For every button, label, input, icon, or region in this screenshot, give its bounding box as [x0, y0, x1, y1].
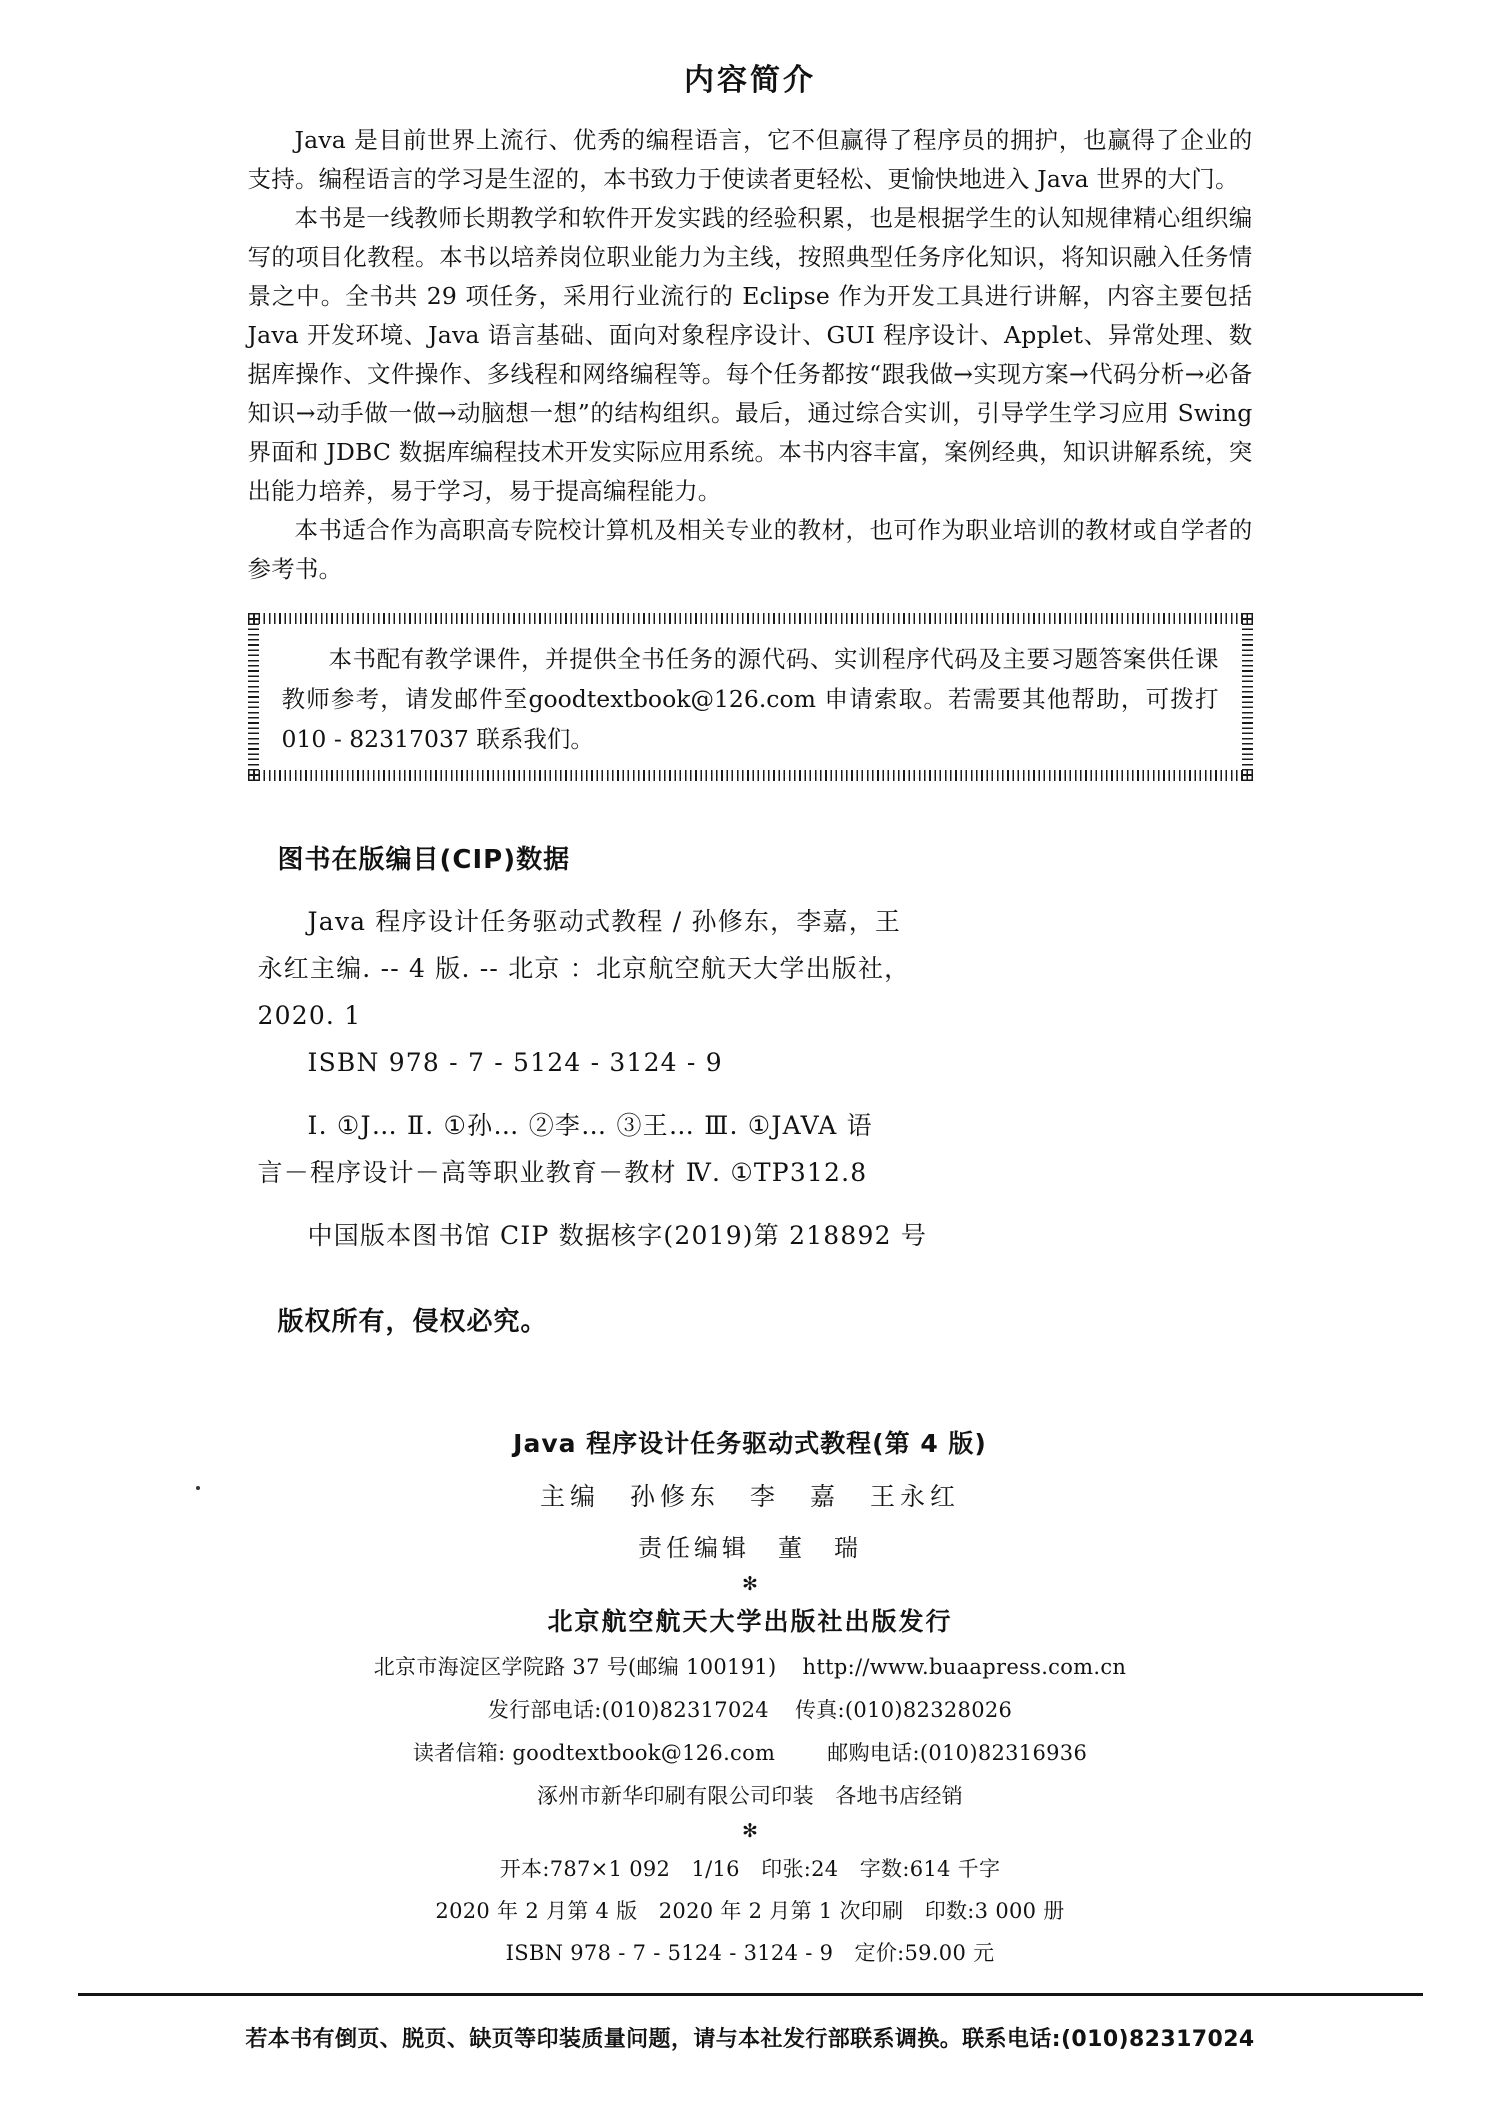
colophon-section: [120, 1424, 1380, 1967]
notice-box-right-border: [1242, 613, 1253, 781]
notice-box-bottom-border: [248, 770, 1253, 781]
copyright-notice: 版权所有，侵权必究。: [277, 1307, 548, 1337]
intro-section: [248, 99, 1253, 589]
cip-number: 中国版本图书馆 CIP 数据核字(2019)第 218892 号: [307, 1221, 928, 1250]
intro-paragraph-1: Java 是目前世界上流行、优秀的编程语言，它不但赢得了程序员的拥护，也赢得了企业的支持。编程语言的学习是生涩的，本书致力于使读者更轻松、更愉快地进入 Java 世界的大门。: [247, 126, 1253, 193]
colophon-address: 北京市海淀区学院路 37 号(邮编 100191): [373, 1655, 777, 1679]
colophon-reader-email: 读者信箱: goodtextbook@126.com: [412, 1741, 776, 1765]
cip-isbn: ISBN 978 - 7 - 5124 - 3124 - 9: [307, 1048, 723, 1077]
star-separator-icon: ✻: [742, 1573, 758, 1595]
cip-section: [248, 839, 1253, 1338]
notice-box-left-border: [248, 613, 259, 781]
cip-heading: 图书在版编目(CIP)数据: [277, 845, 571, 875]
colophon-website: http://www.buaapress.com.cn: [802, 1655, 1127, 1679]
colophon-printing-info: 2020 年 2 月第 4 版 2020 年 2 月第 1 次印刷 印数:3 000 册: [435, 1899, 1065, 1923]
star-separator-icon-2: ✻: [742, 1820, 758, 1842]
cip-year-line: 2020. 1: [257, 1001, 362, 1030]
notice-text: 本书配有教学课件，并提供全书任务的源代码、实训程序代码及主要习题答案供任课教师参考，请发邮件至goodtextbook@126.com 申请索取。若需要其他帮助，可拨打 010 - 82317037 联系我们。: [281, 645, 1219, 753]
footer-divider: [78, 1993, 1423, 1996]
colophon-responsible-editor: 责任编辑 董 瑞: [638, 1534, 862, 1562]
cip-spacer-2: [248, 1196, 1253, 1212]
teaching-resources-notice-box: [248, 613, 1253, 781]
colophon-email-line: [120, 1737, 1380, 1767]
colophon-specification: 开本:787×1 092 1/16 印张:24 字数:614 千字: [499, 1857, 1001, 1881]
cip-spacer: [248, 1086, 1253, 1102]
cip-title-line: Java 程序设计任务驱动式教程 / 孙修东，李嘉，王: [307, 907, 902, 936]
colophon-address-line: [120, 1651, 1380, 1681]
colophon-printer: 涿州市新华印刷有限公司印装 各地书店经销: [537, 1784, 963, 1808]
cip-classification-line-1: Ⅰ. ①J… Ⅱ. ①孙… ②李… ③王… Ⅲ. ①JAVA 语: [307, 1111, 873, 1140]
colophon-editors: 主编 孙修东 李 嘉 王永红: [539, 1482, 960, 1511]
colophon-book-title: Java 程序设计任务驱动式教程(第 4 版): [513, 1429, 987, 1458]
page-title: 内容简介: [684, 63, 816, 98]
intro-paragraph-3: 本书适合作为高职高专院校计算机及相关专业的教材，也可作为职业培训的教材或自学者的参考书。: [247, 516, 1253, 583]
colophon-isbn-price: ISBN 978 - 7 - 5124 - 3124 - 9 定价:59.00 元: [505, 1941, 995, 1965]
cip-imprint-line: 永红主编. -- 4 版. -- 北京 ：北京航空航天大学出版社，: [257, 954, 911, 983]
colophon-distribution-phone: 发行部电话:(010)82317024: [487, 1698, 769, 1722]
colophon-publisher: 北京航空航天大学出版社出版发行: [547, 1607, 953, 1636]
notice-box-top-border: [248, 613, 1253, 624]
page-ink-dot: [196, 1486, 200, 1490]
intro-paragraph-2: 本书是一线教师长期教学和软件开发实践的经验积累，也是根据学生的认知规律精心组织编写的项目化教程。本书以培养岗位职业能力为主线，按照典型任务序化知识，将知识融入任务情景之中。全书共 29 项任务，采用行业流行的 Eclipse 作为开发工具进行讲解，内容主要包括 Java 开发环境、Java 语言基础、面向对象程序设计、GUI 程序设计、Applet、异常处理、数据库操作、文件操作、多线程和网络编程等。每个任务都按“跟我做→实现方案→代码分析→必备知识→动手做一做→动脑想一想”的结构组织。最后，通过综合实训，引导学生学习应用 Swing 界面和 JDBC 数据库编程技术开发实际应用系统。本书内容丰富，案例经典，知识讲解系统，突出能力培养，易于学习，易于提高编程能力。: [247, 204, 1253, 505]
colophon-fax: 传真:(010)82328026: [794, 1698, 1013, 1722]
footer-quality-note: 若本书有倒页、脱页、缺页等印装质量问题，请与本社发行部联系调换。联系电话:(010)82317024: [245, 2027, 1255, 2052]
colophon-phone-line: [120, 1694, 1380, 1724]
cip-classification-line-2: 言－程序设计－高等职业教育－教材 Ⅳ. ①TP312.8: [257, 1158, 868, 1187]
colophon-mail-order-phone: 邮购电话:(010)82316936: [827, 1741, 1088, 1765]
